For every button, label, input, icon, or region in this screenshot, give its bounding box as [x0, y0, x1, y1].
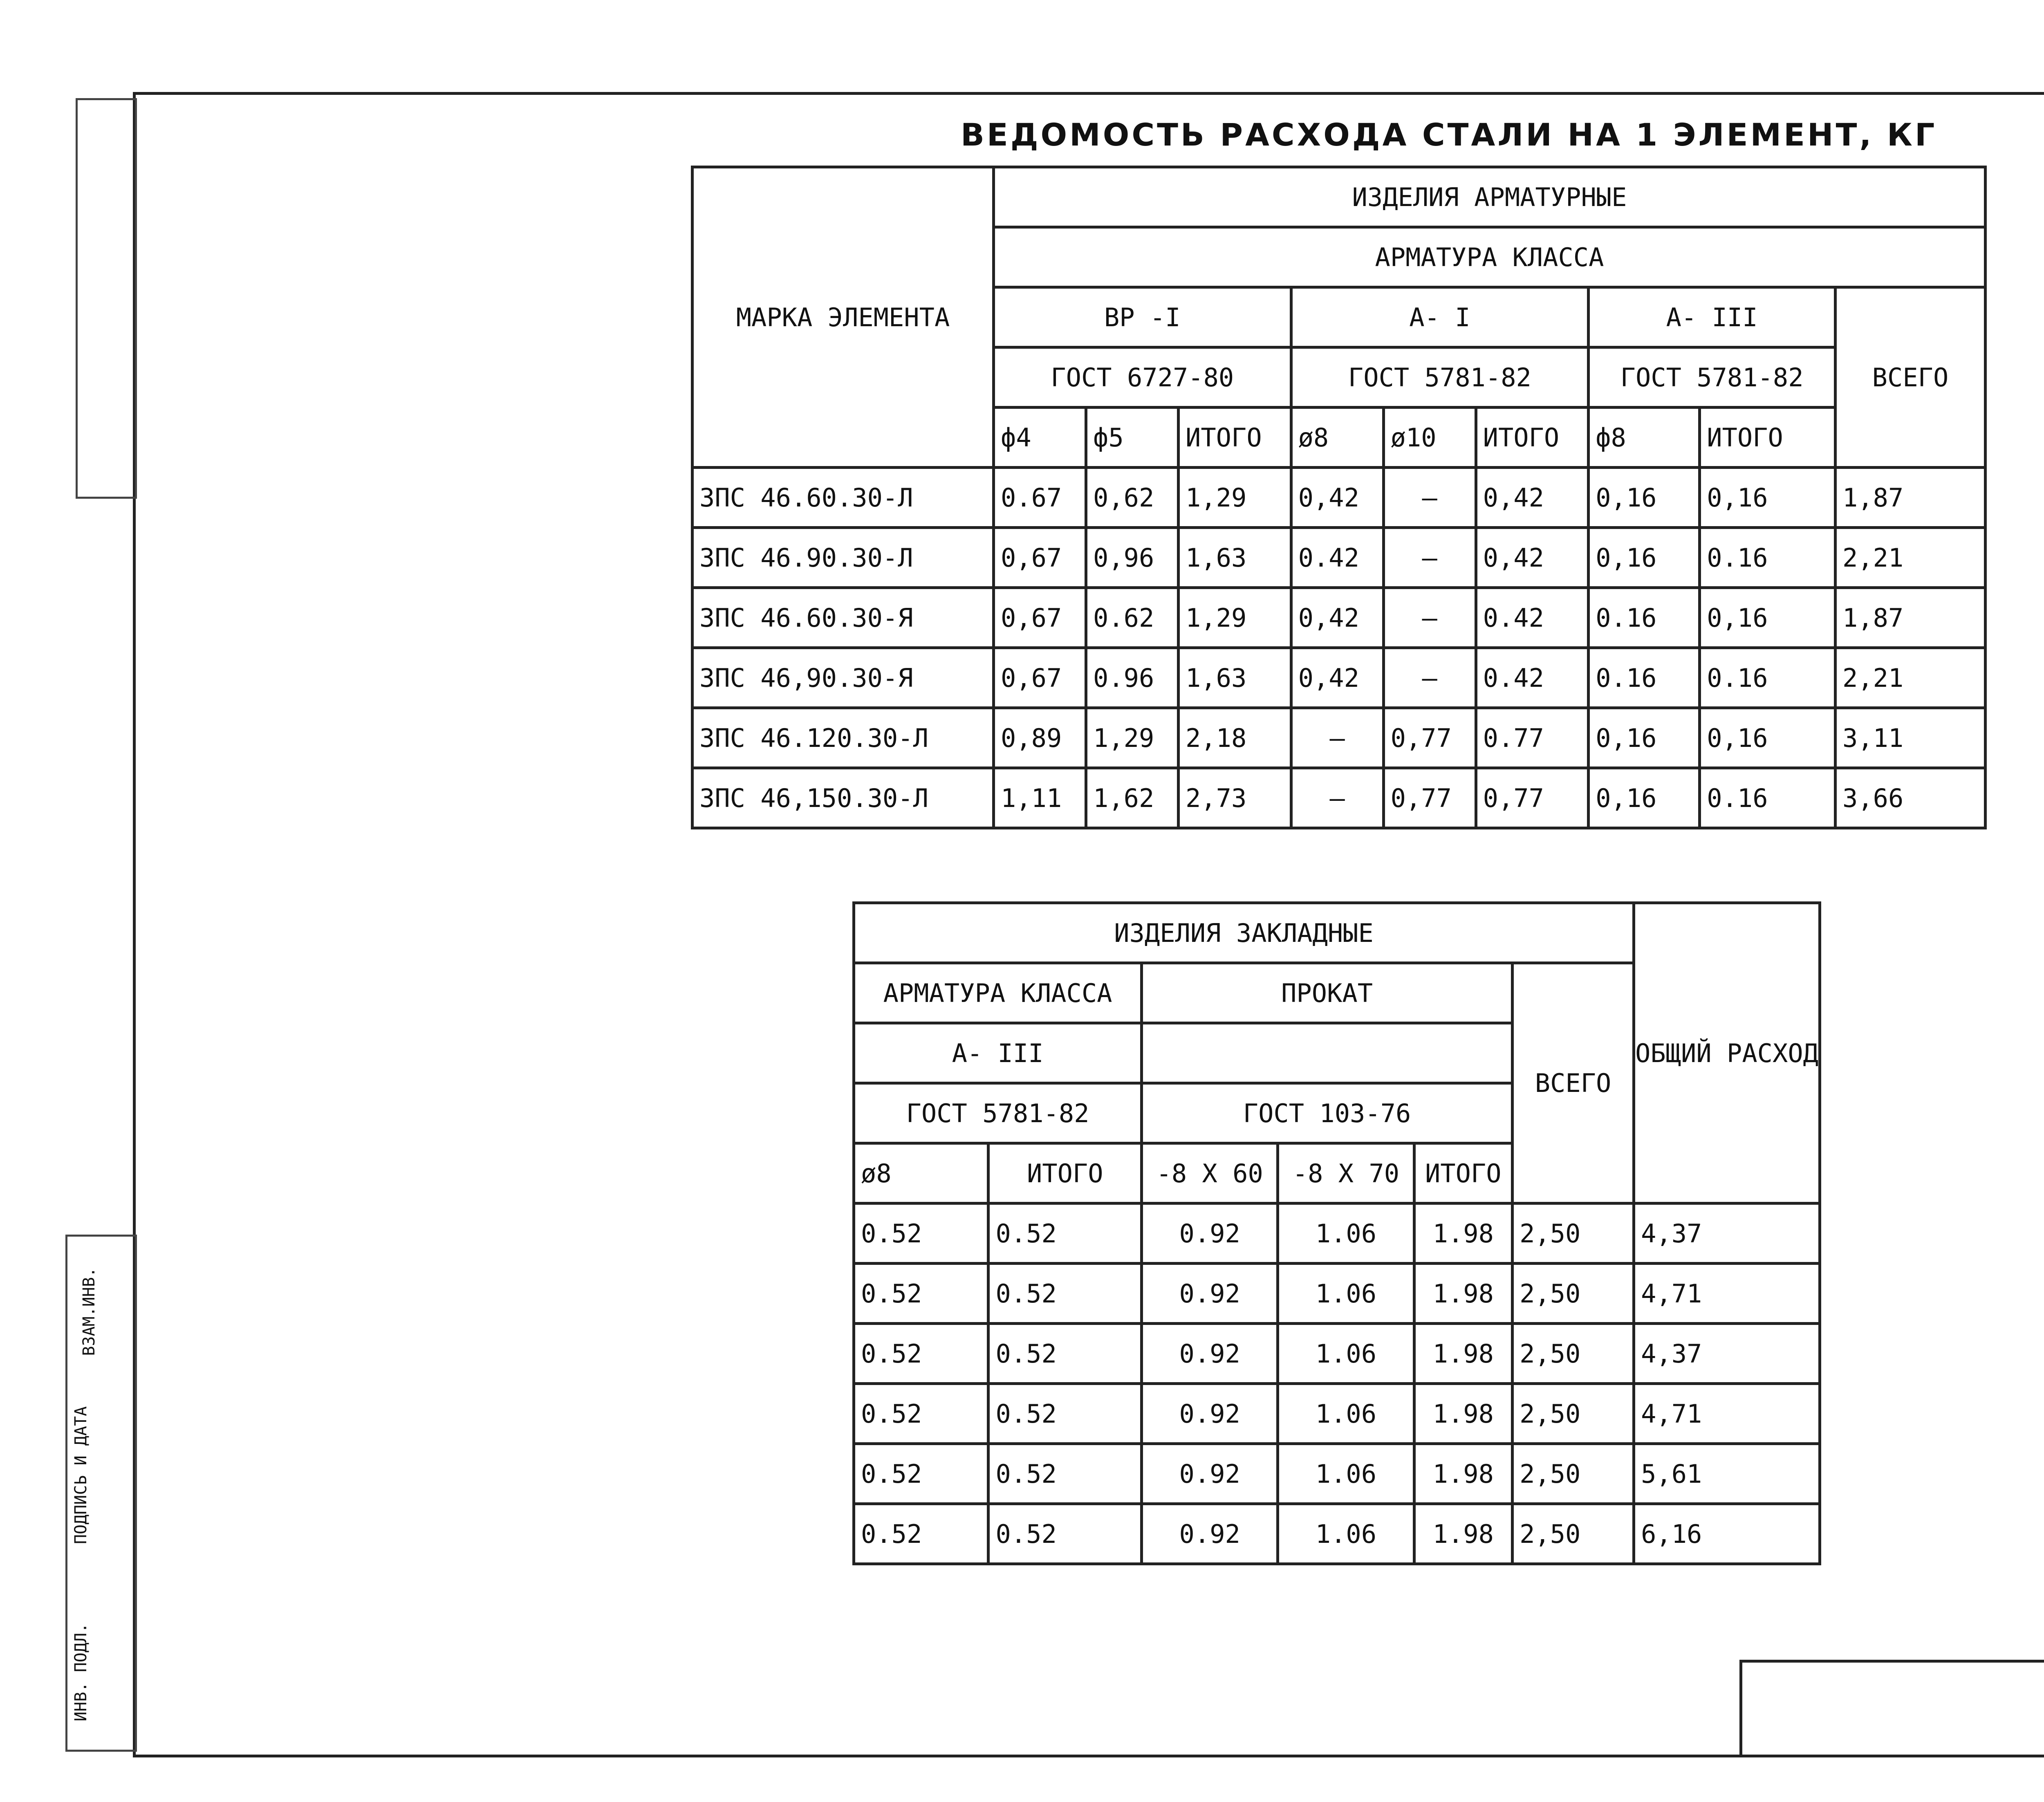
- cell: 1.06: [1278, 1444, 1414, 1504]
- cell: 0.67: [994, 468, 1086, 528]
- cell: 3,66: [1836, 768, 1986, 828]
- cell: 0,16: [1589, 468, 1700, 528]
- cell: 1,87: [1836, 468, 1986, 528]
- gost-bp: ГОСТ 6727-80: [994, 347, 1291, 408]
- cell: 0,16: [1700, 588, 1836, 648]
- col-header: ø8: [1291, 408, 1383, 468]
- table-row: [693, 648, 1986, 708]
- overall-header: ОБЩИЙ РАСХОД: [1634, 903, 1820, 1204]
- cell: 1.06: [1278, 1204, 1414, 1264]
- cell: 0.92: [1142, 1324, 1278, 1384]
- cell: 0,42: [1476, 468, 1589, 528]
- col-header: ф4: [994, 408, 1086, 468]
- cell: 1.98: [1414, 1204, 1513, 1264]
- group-header: ИЗДЕЛИЯ АРМАТУРНЫЕ: [994, 167, 1986, 227]
- class-header: АРМАТУРА КЛАССА: [994, 227, 1986, 287]
- table-row: [854, 1384, 1820, 1444]
- cell: 0.77: [1476, 708, 1589, 768]
- table-row: [854, 1324, 1820, 1384]
- col-header: ф5: [1086, 408, 1179, 468]
- cell: 0.42: [1476, 588, 1589, 648]
- cell: 0,62: [1086, 468, 1179, 528]
- cell: 2,50: [1513, 1384, 1634, 1444]
- cell: 0.52: [988, 1264, 1142, 1324]
- mark-header: МАРКА ЭЛЕМЕНТА: [693, 167, 994, 468]
- cell: —: [1383, 588, 1476, 648]
- cell: 1.06: [1278, 1504, 1414, 1564]
- title-block: [1739, 1660, 2044, 1757]
- cell: 3,11: [1836, 708, 1986, 768]
- cell: 0,16: [1700, 708, 1836, 768]
- cell: 0.52: [988, 1324, 1142, 1384]
- cell: 4,71: [1634, 1384, 1820, 1444]
- class-a3: А- III: [854, 1023, 1142, 1083]
- col-header: ø8: [854, 1143, 988, 1204]
- cell: 4,71: [1634, 1264, 1820, 1324]
- page-title: ВЕДОМОСТЬ РАСХОДА СТАЛИ НА 1 ЭЛЕМЕНТ, КГ: [961, 117, 1937, 153]
- cell: 4,37: [1634, 1324, 1820, 1384]
- cell: 0.62: [1086, 588, 1179, 648]
- cell: 0.52: [854, 1504, 988, 1564]
- cell: 0,42: [1291, 648, 1383, 708]
- cell: 1,87: [1836, 588, 1986, 648]
- cell: 0,42: [1291, 468, 1383, 528]
- cell: 2,50: [1513, 1324, 1634, 1384]
- gost-a1: ГОСТ 5781-82: [1291, 347, 1589, 408]
- cell: 0.92: [1142, 1504, 1278, 1564]
- cell: 0,77: [1383, 768, 1476, 828]
- gost-a3: ГОСТ 5781-82: [1589, 347, 1836, 408]
- col-header: ИТОГО: [1700, 408, 1836, 468]
- table-row: [693, 708, 1986, 768]
- cell: 0.16: [1589, 588, 1700, 648]
- cell: 2,18: [1179, 708, 1291, 768]
- cell: 0.16: [1700, 528, 1836, 588]
- cell: 0.52: [988, 1504, 1142, 1564]
- gost-a3: ГОСТ 5781-82: [854, 1083, 1142, 1143]
- cell: 0.42: [1291, 528, 1383, 588]
- element-mark: 3ПС 46.120.30-Л: [693, 708, 994, 768]
- cell: 2,73: [1179, 768, 1291, 828]
- cell: 2,50: [1513, 1504, 1634, 1564]
- cell: 0,67: [994, 648, 1086, 708]
- col-header: ИТОГО: [988, 1143, 1142, 1204]
- left-margin-strip: [76, 98, 137, 499]
- element-mark: 3ПС 46,150.30-Л: [693, 768, 994, 828]
- cell: 0,16: [1589, 528, 1700, 588]
- cell: —: [1383, 648, 1476, 708]
- cell: 1.06: [1278, 1324, 1414, 1384]
- cell: 2,50: [1513, 1204, 1634, 1264]
- side-label-vzam: ВЗАМ.ИНВ.: [80, 1267, 99, 1356]
- cell: 0,16: [1589, 768, 1700, 828]
- element-mark: 3ПС 46.60.30-Л: [693, 468, 994, 528]
- cell: 0.16: [1700, 768, 1836, 828]
- cell: 0,67: [994, 528, 1086, 588]
- element-mark: 3ПС 46.60.30-Я: [693, 588, 994, 648]
- cell: 0.52: [854, 1324, 988, 1384]
- cell: 0.42: [1476, 648, 1589, 708]
- total-header: ВСЕГО: [1513, 963, 1634, 1204]
- cell: 1,29: [1086, 708, 1179, 768]
- table-row: [693, 528, 1986, 588]
- cell: 0.92: [1142, 1264, 1278, 1324]
- cell: 5,61: [1634, 1444, 1820, 1504]
- table-row: [693, 468, 1986, 528]
- cell: 1,29: [1179, 588, 1291, 648]
- cell: —: [1291, 708, 1383, 768]
- cell: 0.96: [1086, 648, 1179, 708]
- cell: 2,50: [1513, 1264, 1634, 1324]
- side-label-sign: ПОДПИСЬ И ДАТА: [72, 1406, 90, 1544]
- table-row: [854, 1504, 1820, 1564]
- cell: 0,96: [1086, 528, 1179, 588]
- cell: 0,16: [1589, 708, 1700, 768]
- cell: 0.16: [1589, 648, 1700, 708]
- class-a1: А- I: [1291, 287, 1589, 347]
- cell: 0.52: [988, 1384, 1142, 1444]
- cell: 0,89: [994, 708, 1086, 768]
- cell: —: [1383, 468, 1476, 528]
- cell: —: [1291, 768, 1383, 828]
- class-bp: ВР -I: [994, 287, 1291, 347]
- cell: 0.92: [1142, 1444, 1278, 1504]
- table-row: [693, 768, 1986, 828]
- col-header: ИТОГО: [1414, 1143, 1513, 1204]
- cell: 0.16: [1700, 648, 1836, 708]
- col-header: ИТОГО: [1476, 408, 1589, 468]
- cell: 0.52: [854, 1444, 988, 1504]
- cell: 1,29: [1179, 468, 1291, 528]
- cell: 0,77: [1476, 768, 1589, 828]
- col-header: -8 Х 70: [1278, 1143, 1414, 1204]
- cell: 0.52: [988, 1204, 1142, 1264]
- cell: 0.52: [988, 1444, 1142, 1504]
- cell: 1.98: [1414, 1324, 1513, 1384]
- cell: 1,62: [1086, 768, 1179, 828]
- element-mark: 3ПС 46.90.30-Л: [693, 528, 994, 588]
- cell: 0,67: [994, 588, 1086, 648]
- element-mark: 3ПС 46,90.30-Я: [693, 648, 994, 708]
- cell: 0.92: [1142, 1384, 1278, 1444]
- table-row: [693, 588, 1986, 648]
- cell: 2,50: [1513, 1444, 1634, 1504]
- col-header: ф8: [1589, 408, 1700, 468]
- table-row: [854, 1264, 1820, 1324]
- cell: 1.98: [1414, 1264, 1513, 1324]
- col-header: -8 Х 60: [1142, 1143, 1278, 1204]
- empty-cell: [1142, 1023, 1513, 1083]
- cell: 0.52: [854, 1204, 988, 1264]
- cell: 2,21: [1836, 528, 1986, 588]
- cell: 0.92: [1142, 1204, 1278, 1264]
- cell: 0,16: [1700, 468, 1836, 528]
- cell: 1,63: [1179, 648, 1291, 708]
- cell: 0.52: [854, 1264, 988, 1324]
- cell: 1,63: [1179, 528, 1291, 588]
- cell: 0,77: [1383, 708, 1476, 768]
- cell: 2,21: [1836, 648, 1986, 708]
- cell: 0,42: [1291, 588, 1383, 648]
- cell: 1.06: [1278, 1384, 1414, 1444]
- gost-prokat: ГОСТ 103-76: [1142, 1083, 1513, 1143]
- cell: 1.98: [1414, 1444, 1513, 1504]
- col-header: ø10: [1383, 408, 1476, 468]
- cell: 0.52: [854, 1384, 988, 1444]
- cell: 6,16: [1634, 1504, 1820, 1564]
- class-header: АРМАТУРА КЛАССА: [854, 963, 1142, 1023]
- reinforcement-table: [691, 166, 1987, 829]
- table-row: [854, 1444, 1820, 1504]
- table-row: [854, 1204, 1820, 1264]
- cell: —: [1383, 528, 1476, 588]
- embedded-items-table: [852, 901, 1821, 1565]
- col-header: ИТОГО: [1179, 408, 1291, 468]
- group-header: ИЗДЕЛИЯ ЗАКЛАДНЫЕ: [854, 903, 1634, 963]
- class-a3: А- III: [1589, 287, 1836, 347]
- cell: 0,42: [1476, 528, 1589, 588]
- cell: 1.98: [1414, 1504, 1513, 1564]
- side-label-inv: ИНВ. ПОДЛ.: [72, 1623, 90, 1721]
- cell: 1.06: [1278, 1264, 1414, 1324]
- cell: 4,37: [1634, 1204, 1820, 1264]
- cell: 1.98: [1414, 1384, 1513, 1444]
- cell: 1,11: [994, 768, 1086, 828]
- prokat-header: ПРОКАТ: [1142, 963, 1513, 1023]
- total-header: ВСЕГО: [1836, 287, 1986, 468]
